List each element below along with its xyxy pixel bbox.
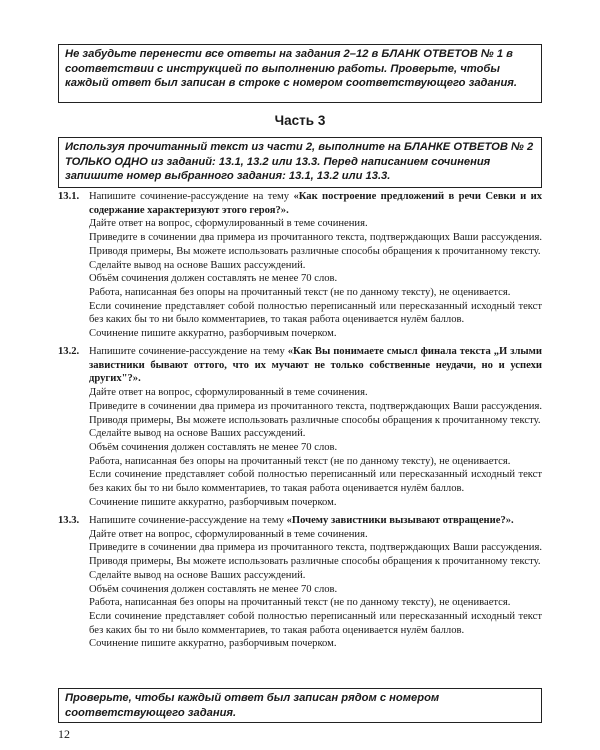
task-line: Сделайте вывод на основе Ваших рассуждений.: [89, 259, 306, 271]
task-13-1: [58, 190, 542, 341]
task-13-3: [58, 514, 542, 651]
instruction-box: [58, 137, 542, 188]
task-line: Приведите в сочинении два примера из прочитанного текста, подтверждающих Ваши рассуждения. Приводя примеры, Вы можете использовать различные способы обращения к прочитанному тексту.: [89, 400, 542, 426]
task-line: Дайте ответ на вопрос, сформулированный в теме сочинения.: [89, 528, 368, 540]
task-line: Если сочинение представляет собой полностью переписанный или пересказанный исходный текст без каких бы то ни было комментариев, то такая работа оценивается нулём баллов.: [89, 300, 542, 326]
task-line: Сочинение пишите аккуратно, разборчивым почерком.: [89, 328, 337, 340]
task-line: Работа, написанная без опоры на прочитанный текст (не по данному тексту), не оценивается.: [89, 597, 511, 609]
task-13-2: [58, 345, 542, 509]
task-number: 13.1.: [58, 191, 80, 202]
task-line: Объём сочинения должен составлять не менее 70 слов.: [89, 583, 338, 595]
task-topic: Напишите сочинение-рассуждение на тему «Как Вы понимаете смысл финала текста „И злыми завистники бывают оттого, что их мучают не только собственные неудачи, но и успехи других"?».: [89, 346, 542, 385]
reminder-box-top: [58, 44, 542, 103]
part-title: Часть 3: [274, 113, 326, 128]
task-line: Приведите в сочинении два примера из прочитанного текста, подтверждающих Ваши рассуждения. Приводя примеры, Вы можете использовать различные способы обращения к прочитанному тексту.: [89, 542, 542, 568]
reminder-bottom-text: Проверьте, чтобы каждый ответ был записан рядом с номером соответствующего задания.: [65, 692, 440, 719]
page-number: 12: [58, 727, 70, 741]
reminder-box-bottom: [58, 688, 542, 723]
task-line: Дайте ответ на вопрос, сформулированный в теме сочинения.: [89, 387, 368, 399]
task-line: Сочинение пишите аккуратно, разборчивым почерком.: [89, 496, 337, 508]
instruction-text: Используя прочитанный текст из части 2, выполните на БЛАНКЕ ОТВЕТОВ № 2 ТОЛЬКО ОДНО из заданий: 13.1, 13.2 или 13.3. Перед написанием сочинения запишите номер выбранного задания: 13.1, 13.2 или 13.3.: [65, 141, 534, 182]
task-line: Если сочинение представляет собой полностью переписанный или пересказанный исходный текст без каких бы то ни было комментариев, то такая работа оценивается нулём баллов.: [89, 610, 542, 636]
task-line: Сделайте вывод на основе Ваших рассуждений.: [89, 428, 306, 440]
task-line: Сочинение пишите аккуратно, разборчивым почерком.: [89, 638, 337, 650]
task-topic: Напишите сочинение-рассуждение на тему «Почему завистники вызывают отвращение?».: [89, 515, 514, 526]
task-line: Если сочинение представляет собой полностью переписанный или пересказанный исходный текст без каких бы то ни было комментариев, то такая работа оценивается нулём баллов.: [89, 469, 542, 495]
task-line: Приведите в сочинении два примера из прочитанного текста, подтверждающих Ваши рассуждения. Приводя примеры, Вы можете использовать различные способы обращения к прочитанному тексту.: [89, 232, 542, 257]
task-line: Работа, написанная без опоры на прочитанный текст (не по данному тексту), не оценивается.: [89, 286, 511, 298]
reminder-top-text: Не забудьте перенести все ответы на задания 2–12 в БЛАНК ОТВЕТОВ № 1 в соответствии с инструкцией по выполнению работы. Проверьте, чтобы каждый ответ был записан в строке с номером соответствующего задания.: [65, 48, 517, 89]
task-line: Сделайте вывод на основе Ваших рассуждений.: [89, 569, 306, 581]
task-number: 13.2.: [58, 346, 80, 357]
task-line: Объём сочинения должен составлять не менее 70 слов.: [89, 441, 338, 453]
task-line: Работа, написанная без опоры на прочитанный текст (не по данному тексту), не оценивается.: [89, 455, 511, 467]
task-line: Объём сочинения должен составлять не менее 70 слов.: [89, 273, 338, 285]
task-topic: Напишите сочинение-рассуждение на тему «Как построение предложений в речи Севки и их содержание характеризуют этого героя?».: [89, 191, 542, 216]
task-line: Дайте ответ на вопрос, сформулированный в теме сочинения.: [89, 218, 368, 230]
task-number: 13.3.: [58, 515, 80, 526]
